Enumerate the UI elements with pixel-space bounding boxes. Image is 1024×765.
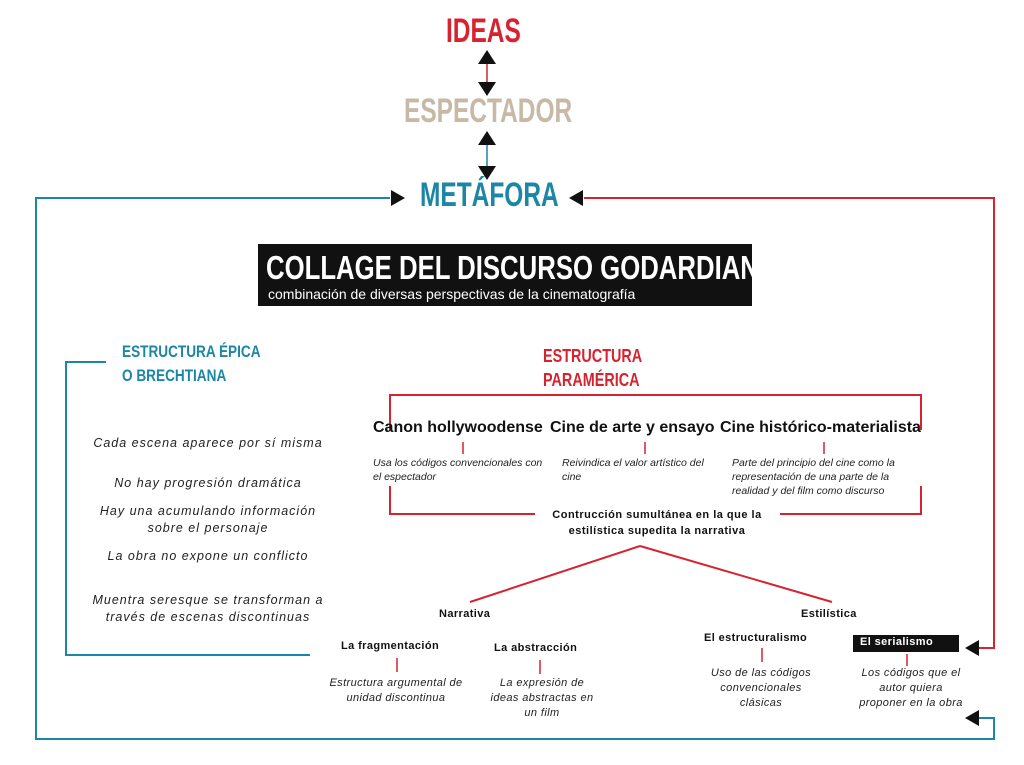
branch-line-narrativa bbox=[470, 546, 640, 602]
branch-line-estilistica bbox=[640, 546, 832, 602]
metafora-label: METÁFORA bbox=[420, 176, 559, 214]
abstraccion-desc: La expresión de ideas abstractas en un film bbox=[490, 677, 594, 719]
up-arrow-icon bbox=[478, 131, 496, 145]
column-title-arte: Cine de arte y ensayo bbox=[550, 419, 715, 436]
up-arrow-icon bbox=[478, 50, 496, 64]
fragmentacion-title: La fragmentación bbox=[341, 640, 440, 652]
epic-heading-line2: O BRECHTIANA bbox=[122, 366, 227, 385]
column-title-hollywood: Canon hollywoodense bbox=[373, 419, 543, 436]
column-title-historico: Cine histórico-materialista bbox=[720, 419, 921, 436]
narrativa-label: Narrativa bbox=[439, 608, 491, 620]
estilistica-label: Estilística bbox=[801, 608, 857, 620]
epic-item: Muentra seresque se transforman a través de escenas discontinuas bbox=[92, 593, 324, 624]
epic-item: No hay progresión dramática bbox=[114, 476, 302, 490]
left-arrow-icon bbox=[965, 710, 979, 726]
fragmentacion-desc: Estructura argumental de unidad discontinua bbox=[329, 677, 463, 704]
epic-item: Cada escena aparece por sí misma bbox=[93, 436, 323, 450]
abstraccion-title: La abstracción bbox=[494, 642, 578, 654]
estructuralismo-title: El estructuralismo bbox=[704, 632, 808, 644]
column-desc-historico: Parte del principio del cine como la representación de una parte de la realidad y del film como discurso bbox=[732, 457, 895, 497]
epic-item: Hay una acumulando información sobre el personaje bbox=[99, 504, 317, 535]
espectador-label: ESPECTADOR bbox=[404, 92, 573, 130]
construction-text: Contrucción sumultánea en la que la estilística supedita la narrativa bbox=[552, 509, 762, 537]
column-desc-arte: Reivindica el valor artístico del cine bbox=[562, 457, 704, 483]
column-desc-hollywood: Usa los códigos convencionales con el espectador bbox=[373, 457, 543, 483]
serialismo-title: El serialismo bbox=[860, 636, 934, 648]
ideas-label: IDEAS bbox=[446, 12, 521, 50]
subtitle: combinación de diversas perspectivas de la cinematografía bbox=[268, 286, 636, 302]
epic-item: La obra no expone un conflicto bbox=[107, 549, 309, 563]
serialismo-desc: Los códigos que el autor quiera proponer en la obra bbox=[859, 667, 963, 709]
main-title: COLLAGE DEL DISCURSO GODARDIANO bbox=[266, 249, 779, 286]
parametric-heading-line1: ESTRUCTURA bbox=[543, 346, 643, 366]
estructuralismo-desc: Uso de las códigos convencionales clásicas bbox=[710, 667, 812, 709]
left-arrow-icon bbox=[965, 640, 979, 656]
epic-heading-line1: ESTRUCTURA ÉPICA bbox=[122, 342, 261, 361]
parametric-bottom-left bbox=[390, 486, 535, 514]
parametric-heading-line2: PARAMÉRICA bbox=[543, 370, 640, 390]
left-arrow-icon bbox=[569, 190, 583, 206]
right-arrow-icon bbox=[391, 190, 405, 206]
